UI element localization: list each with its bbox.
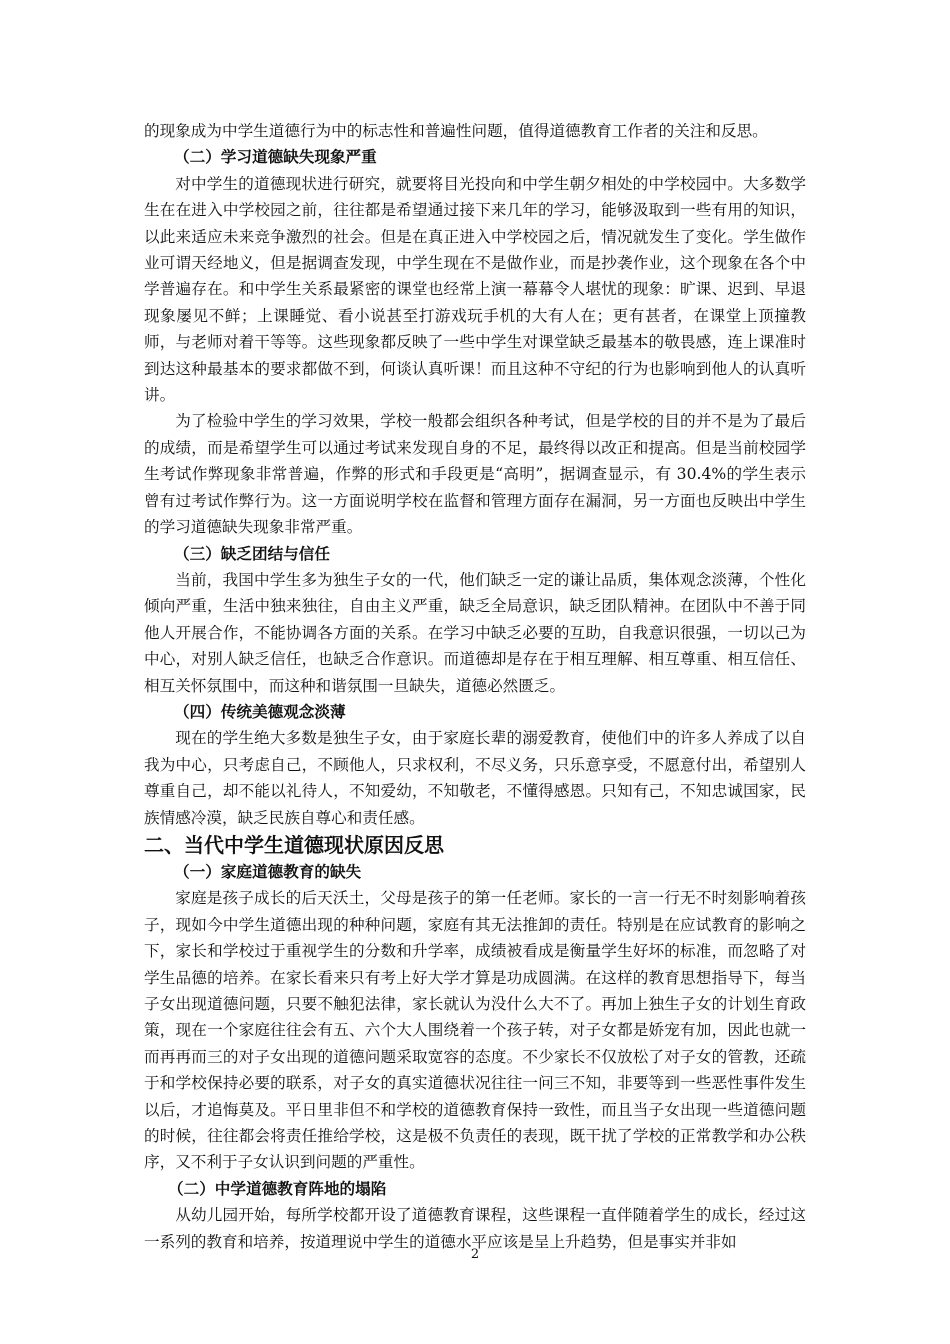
paragraph: 为了检验中学生的学习效果，学校一般都会组织各种考试，但是学校的目的并不是为了最后的成绩，而是希望学生可以通过考试来发现自身的不足，最终得以改正和提高。但是当前校园学生考试作弊现象非常普遍，作弊的形式和手段更是“高明”，据调查显示，有 30.4%的学生表示曾有过考试作弊行为。这一方面说明学校在监督和管理方面存在漏洞，另一方面也反映出中学生的学习道德缺失现象非常严重。	[144, 412, 806, 537]
paragraph: 当前，我国中学生多为独生子女的一代，他们缺乏一定的谦让品质，集体观念淡薄，个性化倾向严重，生活中独来独往，自由主义严重，缺乏全局意识，缺乏团队精神。在团队中不善于同他人开展合作，不能协调各方面的关系。在学习中缺乏必要的互助，自我意识很强，一切以己为中心，对别人缺乏信任，也缺乏合作意识。而道德却是存在于相互理解、相互尊重、相互信任、相互关怀氛围中，而这种和谐氛围一旦缺失，道德必然匮乏。	[144, 570, 806, 695]
section-heading-school-education: （二）中学道德教育阵地的塌陷	[168, 1179, 387, 1198]
section-heading-unity-trust: （三）缺乏团结与信任	[174, 544, 330, 563]
chapter-heading: 二、当代中学生道德现状原因反思	[144, 832, 444, 857]
section-heading-learning-ethics: （二）学习道德缺失现象严重	[174, 148, 377, 167]
paragraph: 从幼儿园开始，每所学校都开设了道德教育课程，这些课程一直伴随着学生的成长，经过这一系列的教育和培养，按道理说中学生的道德水平应该是呈上升趋势，但是事实并非如	[144, 1206, 806, 1251]
body-text	[144, 118, 806, 1255]
paragraph: 对中学生的道德现状进行研究，就要将目光投向和中学生朝夕相处的中学校园中。大多数学生在在进入中学校园之前，往往都是希望通过接下来几年的学习，能够汲取到一些有用的知识，以此来适应未来竞争激烈的社会。但是在真正进入中学校园之后，情况就发生了变化。学生做作业可谓天经地义，但是据调查发现，中学生现在不是做作业，而是抄袭作业，这个现象在各个中学普遍存在。和中学生关系最紧密的课堂也经常上演一幕幕令人堪忧的现象：旷课、迟到、早退现象屡见不鲜；上课睡觉、看小说甚至打游戏玩手机的大有人在；更有甚者，在课堂上顶撞教师，与老师对着干等等。这些现象都反映了一些中学生对课堂缺乏最基本的敬畏感，连上课准时到达这种最基本的要求都做不到，何谈认真听课！而且这种不守纪的行为也影响到他人的认真听讲。	[144, 174, 806, 405]
paragraph: 现在的学生绝大多数是独生子女，由于家庭长辈的溺爱教育，使他们中的许多人养成了以自我为中心，只考虑自己，不顾他人，只求权利，不尽义务，只乐意享受，不愿意付出，希望别人尊重自己，却不能以礼待人，不知爱幼，不知敬老，不懂得感恩。只知有己，不知忠诚国家，民族情感冷漠，缺乏民族自尊心和责任感。	[144, 729, 806, 827]
page-number: 2	[470, 1247, 480, 1262]
section-heading-family-education: （一）家庭道德教育的缺失	[174, 862, 362, 881]
paragraph-continued: 的现象成为中学生道德行为中的标志性和普遍性问题，值得道德教育工作者的关注和反思。	[144, 122, 768, 140]
paragraph: 家庭是孩子成长的后天沃土，父母是孩子的第一任老师。家长的一言一行无不时刻影响着孩子，现如今中学生道德出现的种种问题，家庭有其无法推卸的责任。特别是在应试教育的影响之下，家长和学校过于重视学生的分数和升学率，成绩被看成是衡量学生好坏的标准，而忽略了对学生品德的培养。在家长看来只有考上好大学才算是功成圆满。在这样的教育思想指导下，每当子女出现道德问题，只要不触犯法律，家长就认为没什么大不了。再加上独生子女的计划生育政策，现在一个家庭往往会有五、六个大人围绕着一个孩子转，对子女都是娇宠有加，因此也就一而再再而三的对子女出现的道德问题采取宽容的态度。不少家长不仅放松了对子女的管教，还疏于和学校保持必要的联系，对子女的真实道德状况往往一问三不知，非要等到一些恶性事件发生以后，才追悔莫及。平日里非但不和学校的道德教育保持一致性，而且当子女出现一些道德问题的时候，往往都会将责任推给学校，这是极不负责任的表现，既干扰了学校的正常教学和办公秩序，又不利于子女认识到问题的严重性。	[144, 889, 806, 1172]
section-heading-traditional-virtue: （四）传统美德观念淡薄	[174, 702, 346, 721]
